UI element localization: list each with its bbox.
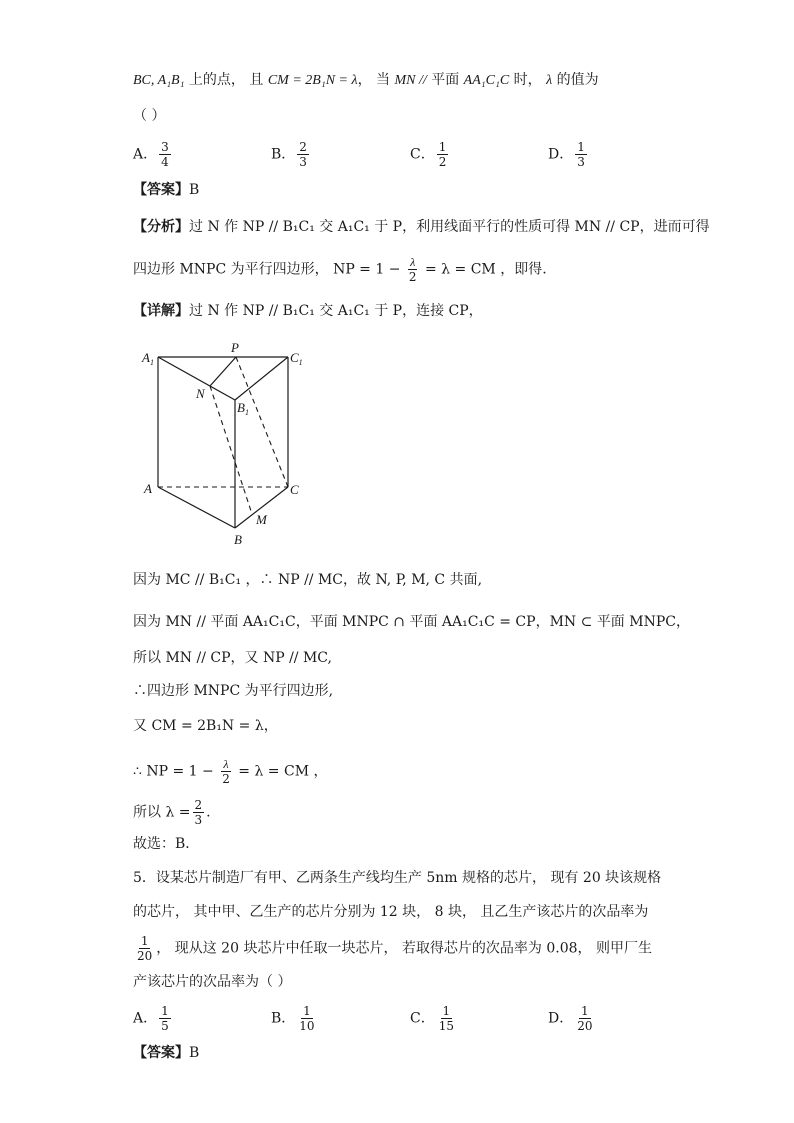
edge-b1-c1 (235, 357, 288, 400)
option-label: B． (271, 1010, 296, 1027)
answer-tag: 【答案】 (133, 182, 189, 198)
numerator: 3 (161, 140, 169, 154)
q5-option-a[interactable] (133, 1004, 173, 1033)
stem-segment-names: BC, A₁B₁ (133, 73, 185, 88)
label-c: C (290, 482, 299, 497)
one-twentieth (135, 934, 154, 963)
stem-text: 平面 (426, 72, 464, 88)
analysis-tag: 【分析】 (133, 219, 189, 235)
option-label: B． (271, 146, 296, 163)
label-p: P (231, 340, 239, 355)
analysis-text: 四边形 MNPC 为平行四边形， NP = 1 − (133, 261, 401, 278)
q4-step5: 又 CM = 2B₁N = λ， (133, 718, 278, 734)
q4-option-c[interactable] (410, 140, 450, 169)
numerator: 1 (161, 1004, 169, 1018)
q4-step3: 所以 MN // CP，又 NP // MC, (133, 650, 332, 666)
label-a: A (144, 481, 152, 496)
q4-option-b[interactable] (271, 140, 311, 169)
denominator: 3 (299, 155, 307, 169)
label-n: N (196, 386, 205, 401)
detail-text: 过 N 作 NP // B₁C₁ 交 A₁C₁ 于 P，连接 CP， (189, 303, 483, 319)
step-text: . (206, 804, 211, 821)
numerator: 1 (438, 140, 447, 154)
q5-answer (133, 1043, 199, 1063)
denominator: 3 (577, 155, 585, 169)
denominator: 10 (299, 1019, 315, 1033)
option-fraction (297, 1004, 316, 1033)
option-label: D． (548, 146, 574, 163)
label-b: B (234, 532, 242, 547)
denominator: 2 (438, 155, 447, 169)
label-c1: $C_1$ (290, 350, 303, 367)
prism-figure (130, 338, 330, 553)
option-fraction (159, 140, 171, 169)
numerator: 2 (299, 140, 307, 154)
q5-stem-line4: 产该芯片的次品率为（ ） (133, 974, 292, 990)
q5-option-d[interactable] (548, 1004, 597, 1033)
answer-value: B (189, 1045, 200, 1061)
stem-equation: CM = 2B₁N = λ (267, 73, 358, 88)
stem-text: 时， (509, 72, 547, 88)
step-text: 所以 λ = (133, 804, 191, 821)
segment-n-m-hidden (210, 386, 252, 514)
q4-analysis-line1 (133, 217, 710, 237)
lambda-over-two (220, 757, 232, 786)
denominator: 2 (408, 270, 417, 284)
numerator: 1 (577, 140, 585, 154)
q4-analysis-line2 (133, 255, 547, 284)
numerator: 1 (442, 1004, 451, 1018)
analysis-text: 过 N 作 NP // B₁C₁ 交 A₁C₁ 于 P，利用线面平行的性质可得 MN // CP，进而可得 (189, 219, 710, 235)
option-label: C． (410, 1010, 435, 1027)
label-a1: $A_1$ (142, 350, 154, 367)
edge-a-b (158, 487, 235, 528)
label-m: M (256, 512, 267, 527)
option-label: A． (133, 1010, 158, 1027)
segment-p-c-hidden (236, 357, 288, 487)
q4-option-a[interactable] (133, 140, 173, 169)
two-thirds (193, 798, 205, 827)
denominator: 4 (161, 155, 169, 169)
stem-text: 的值为 (552, 72, 599, 88)
q5-option-c[interactable] (410, 1004, 458, 1033)
option-fraction (297, 140, 309, 169)
q4-step1: 因为 MC // B₁C₁ ，∴ NP // MC，故 N, P, M, C 共面, (133, 572, 483, 588)
q4-step4: ∴四边形 MNPC 为平行四边形, (133, 683, 334, 699)
q4-conclusion: 故选：B． (133, 836, 200, 852)
numerator: 2 (194, 798, 203, 812)
q4-step2: 因为 MN // 平面 AA₁C₁C，平面 MNPC ∩ 平面 AA₁C₁C = CP，MN ⊂ 平面 MNPC， (133, 614, 690, 630)
stem-text: 上的点， 且 (184, 72, 268, 88)
option-fraction (437, 1004, 456, 1033)
denominator: 3 (194, 813, 203, 827)
option-fraction (575, 140, 587, 169)
stem-mn: MN // (394, 73, 427, 88)
option-fraction (437, 140, 449, 169)
stem-text: ， 现从这 20 块芯片中任取一块芯片， 若取得芯片的次品率为 0.08， 则甲厂生 (156, 940, 652, 957)
analysis-text: = λ = CM ，即得. (425, 261, 547, 278)
q5-option-b[interactable] (271, 1004, 319, 1033)
segment-n-p (210, 357, 236, 386)
q5-stem-line2: 的芯片， 其中甲、乙生产的芯片分别为 12 块， 8 块， 且乙生产该芯片的次品率为 (133, 904, 649, 920)
option-label: C． (410, 146, 435, 163)
q4-option-d[interactable] (548, 140, 589, 169)
q5-stem-line1: 5．设某芯片制造厂有甲、乙两条生产线均生产 5nm 规格的芯片， 现有 20 块该规格 (133, 870, 662, 886)
detail-tag: 【详解】 (133, 303, 189, 319)
option-label: D． (548, 1010, 574, 1027)
denominator: 20 (577, 1019, 593, 1033)
stem-lambda: λ (546, 73, 553, 88)
q5-stem-line3 (133, 934, 652, 963)
stem-plane: AA₁C₁C (463, 73, 510, 88)
answer-tag: 【答案】 (133, 1045, 189, 1061)
lambda-over-two (407, 255, 419, 284)
numerator: 1 (140, 934, 149, 948)
q4-stem-line1 (133, 70, 599, 91)
answer-value: B (189, 182, 200, 198)
denominator: 20 (137, 949, 153, 963)
q4-paren: （ ） (133, 108, 166, 124)
denominator: 15 (438, 1019, 454, 1033)
numerator: λ (410, 255, 416, 269)
numerator: λ (223, 757, 229, 771)
q4-answer (133, 180, 199, 200)
q4-step6 (133, 757, 327, 786)
option-fraction (159, 1004, 171, 1033)
numerator: 1 (303, 1004, 311, 1018)
label-b1: $B_1$ (237, 400, 249, 417)
denominator: 2 (222, 772, 230, 786)
option-fraction (575, 1004, 594, 1033)
numerator: 1 (581, 1004, 589, 1018)
option-label: A． (133, 146, 158, 163)
step-text: ∴ NP = 1 − (133, 763, 214, 780)
denominator: 5 (161, 1019, 169, 1033)
q4-detail-line1 (133, 301, 483, 321)
step-text: = λ = CM ， (238, 763, 328, 780)
q4-step7 (133, 798, 211, 827)
stem-text: ， 当 (357, 72, 395, 88)
